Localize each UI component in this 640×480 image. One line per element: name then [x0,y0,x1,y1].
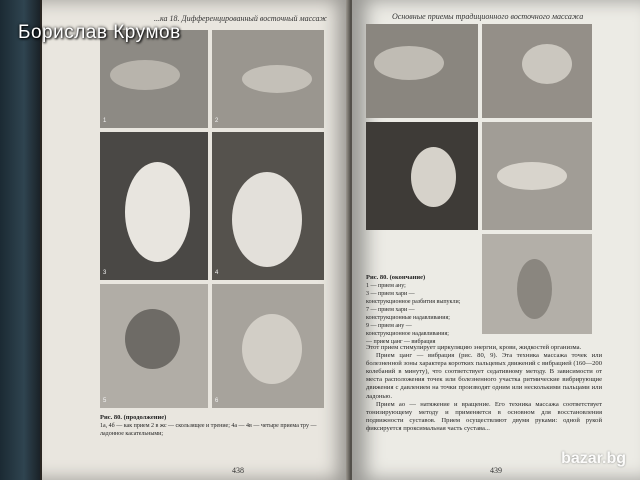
left-page [42,0,352,480]
book-spine [0,0,40,480]
left-caption-title: Рис. 80. (продолжение) [100,414,167,421]
right-caption-line: 3 — прием хари — [366,291,415,297]
bazar-logo: bazar.bg [561,450,626,467]
photo-arm-massage: 6 [212,284,324,408]
left-page-header: ...ка 18. Дифференцированный восточный массаж [154,14,327,23]
right-caption-line: конструкционное надавливания; [366,331,449,337]
right-caption-line: 7 — прием хари — [366,307,415,313]
right-caption-line: конструкционное разбития выпукли; [366,299,461,305]
right-caption [366,274,476,346]
photo-hands-on-back: 1 [100,30,208,128]
right-body-text [366,344,602,433]
left-caption-text: 1а, 4б — как прием 2 в жс — скользящее и трение; 4а — 4в — четыре приема тру — ладонное касательными; [100,423,317,437]
photo-hand-pressing [482,122,592,230]
right-page [352,0,640,480]
right-caption-line: 9 — прием ану — [366,323,412,329]
seller-watermark: Борислав Крумов [18,22,181,43]
photo-fingers-vibration [482,234,592,334]
right-caption-line: — прием цанг — вибрация [366,339,436,345]
photo-face-massage: 5 [100,284,208,408]
left-page-number: 438 [232,466,244,475]
right-caption-title: Рис. 80. (окончание) [366,274,426,281]
body-paragraph: Этот прием стимулирует циркуляцию энергии, крови, жидкостей организма. [366,344,582,351]
right-caption-line: конструкционные надавливания; [366,315,450,321]
photo-hand-press: 2 [212,30,324,128]
right-page-number: 439 [490,466,502,475]
photo-hand-on-back-right [366,24,478,118]
photo-man-face [366,122,478,230]
right-page-header: Основные приемы традиционного восточного массажа [392,12,584,21]
photo-head-wrapped-front: 3 [100,132,208,280]
photo-two-hands-right [482,24,592,118]
left-caption [100,414,330,438]
right-caption-line: 1 — прием ану; [366,283,406,289]
body-paragraph: Прием ао — натяжение и вращение. Его техника массажа соответствует тонизирующему методу и применяется в основном для восстановления подвижности суставов. Прием осуществляют двумя руками: одной рукой фиксируется проксимальная часть сустава... [366,400,602,432]
body-paragraph: Прием цанг — вибрация (рис. 80, 9). Эта техника массажа точек или болезненной зоны характера коротких пальцевых движений с вибрацией (160—200 колебаний в минуту), что соответствует седативному методу. В зависимости от места расположения точек или болезненного участка ритмические вибрирующие движения с давлением на точки производят одним или несколькими пальцами или ладонью. [366,352,602,400]
photo-head-wrapped-side: 4 [212,132,324,280]
